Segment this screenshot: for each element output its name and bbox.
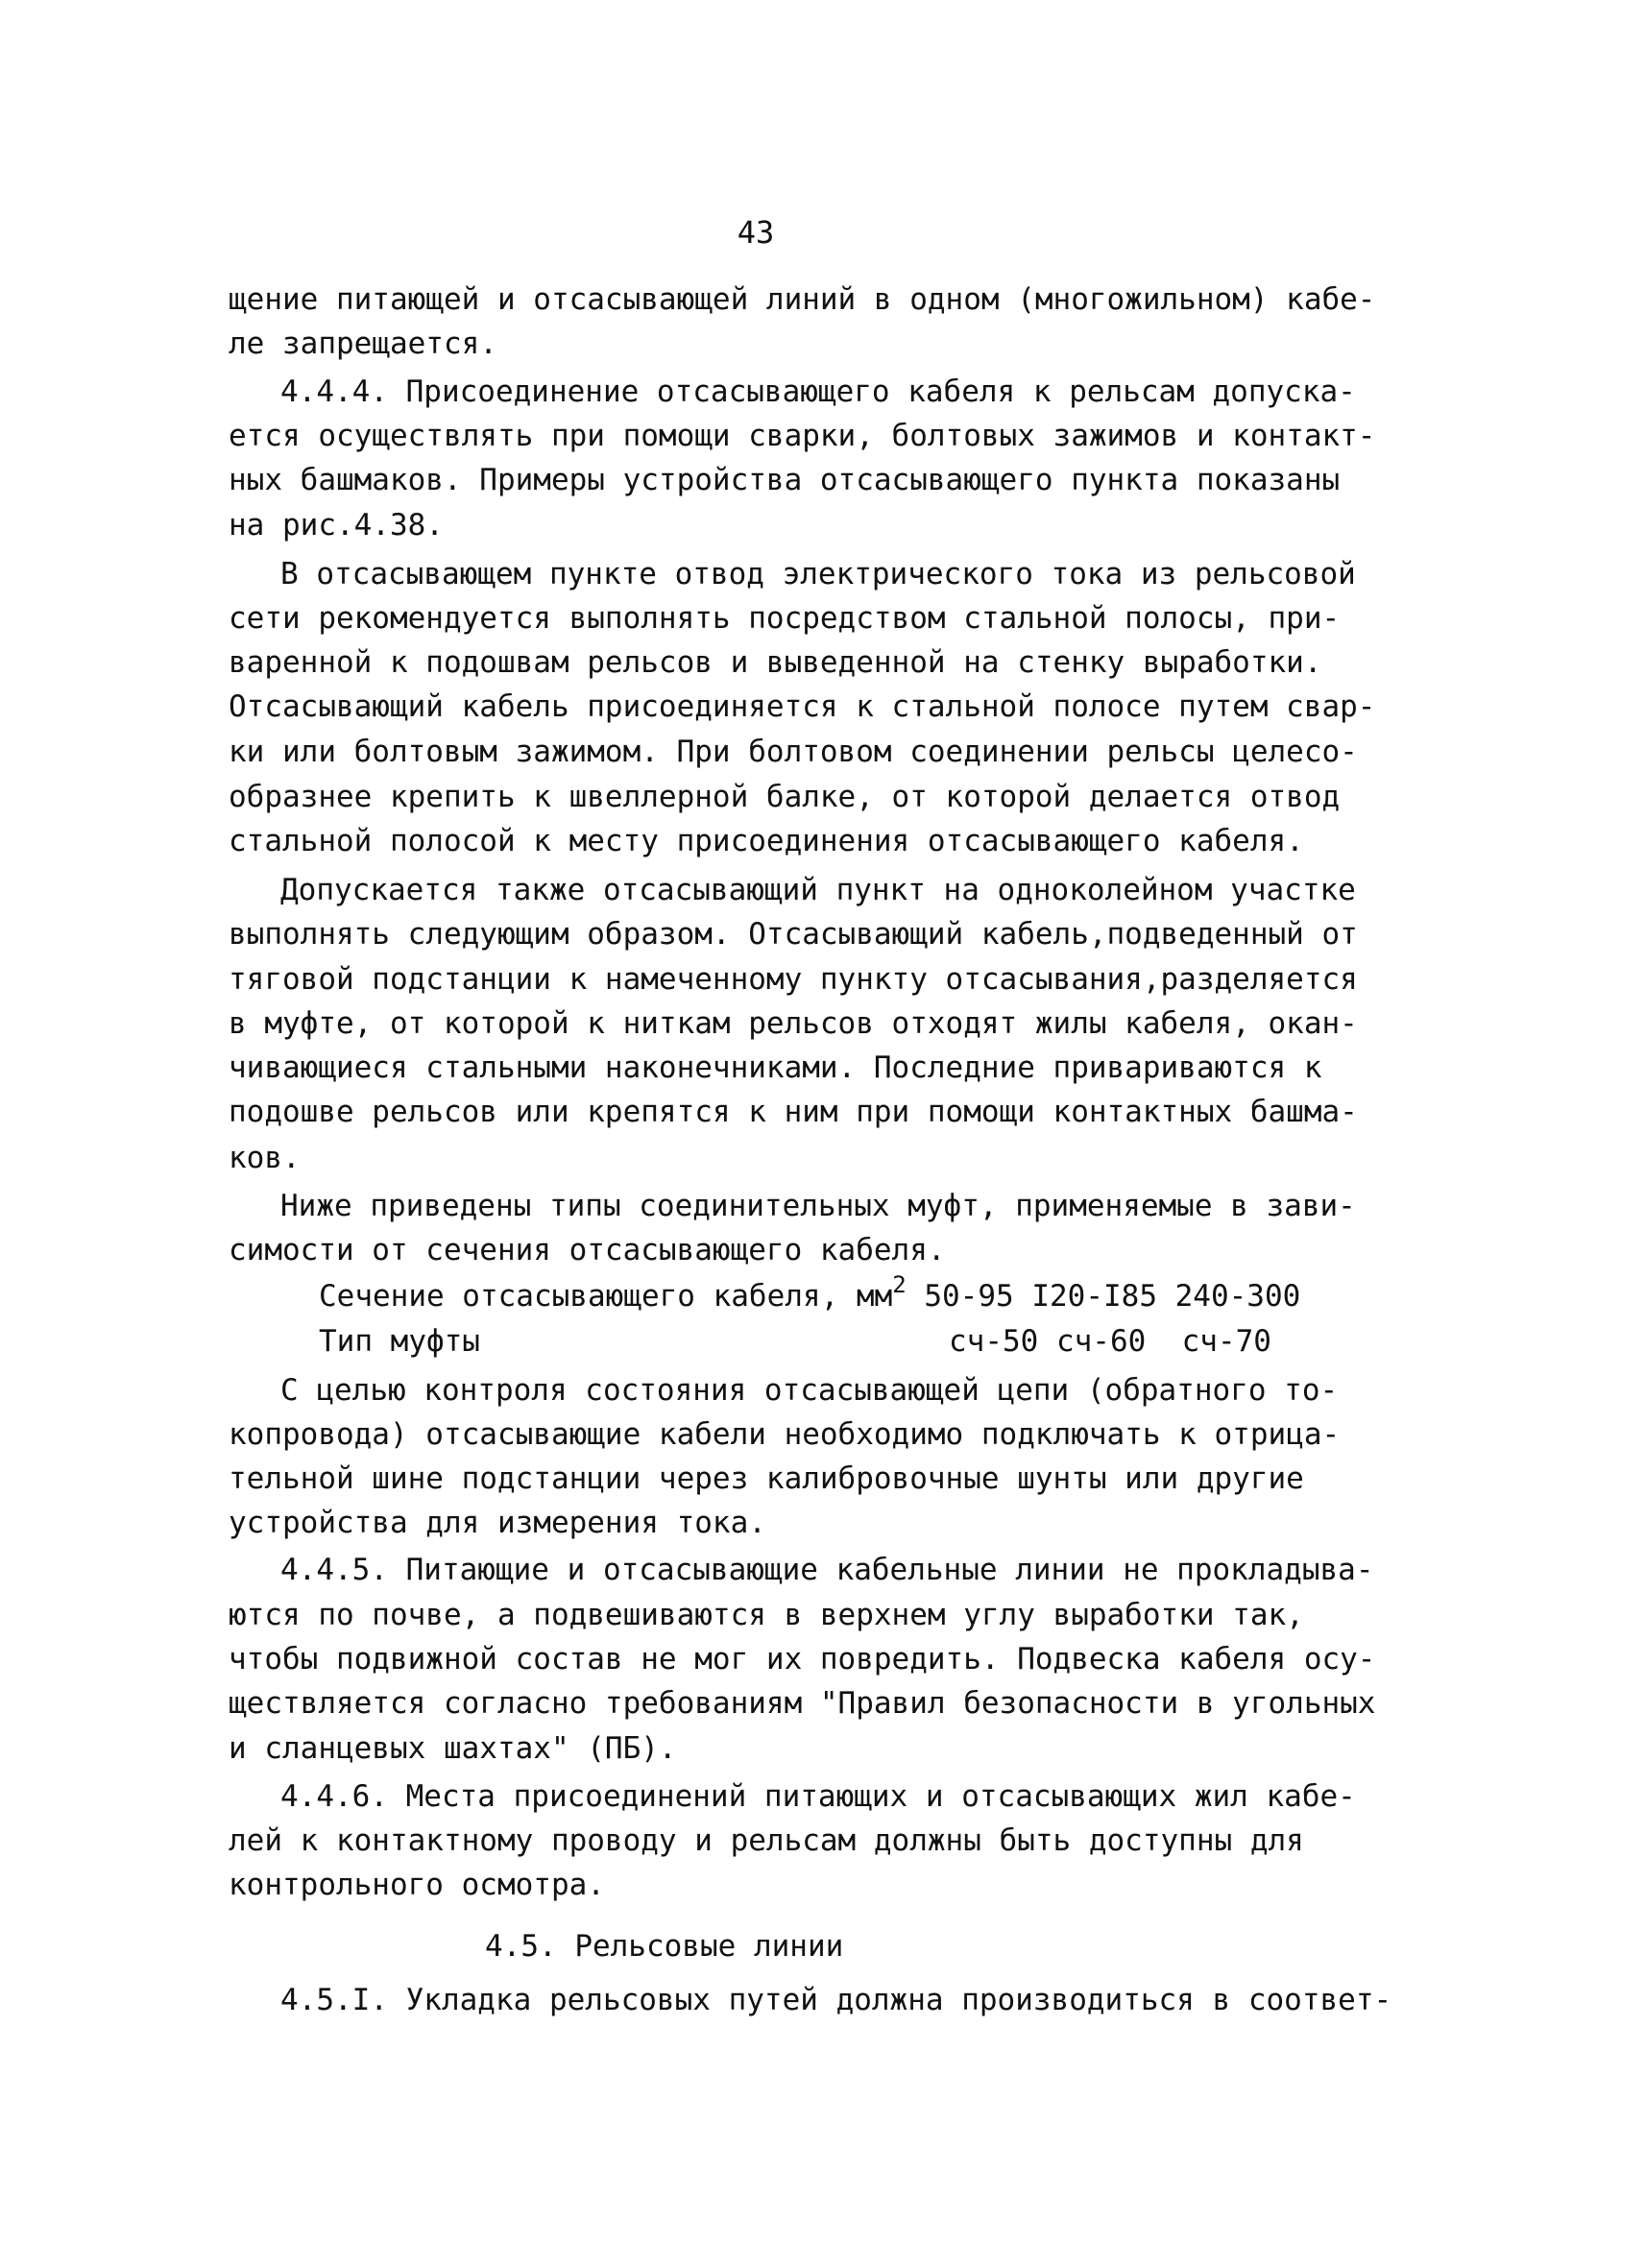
text-line: чивающиеся стальными наконечниками. Последние привариваются к bbox=[229, 1050, 1322, 1085]
table-row-label: Сечение отсасывающего кабеля, мм bbox=[319, 1279, 893, 1314]
table-row-label: Тип муфты bbox=[319, 1324, 480, 1359]
text-line: 4.4.4. Присоединение отсасывающего кабеля к рельсам допуска- bbox=[280, 374, 1356, 409]
text-line: 4.4.5. Питающие и отсасывающие кабельные линии не прокладыва- bbox=[280, 1553, 1374, 1587]
text-line: подошве рельсов или крепятся к ним при помощи контактных башма- bbox=[229, 1095, 1358, 1129]
text-line: ществляется согласно требованиям "Правил безопасности в угольных bbox=[229, 1686, 1376, 1721]
text-line: тяговой подстанции к намеченному пункту отсасывания,разделяется bbox=[229, 962, 1358, 997]
text-line: Ниже приведены типы соединительных муфт, применяемые в зави- bbox=[280, 1189, 1356, 1223]
text-line: С целью контроля состояния отсасывающей цепи (обратного то- bbox=[280, 1373, 1339, 1408]
text-line: чтобы подвижной состав не мог их повредить. Подвеска кабеля осу- bbox=[229, 1642, 1376, 1677]
text-line: Отсасывающий кабель присоединяется к стальной полосе путем свар- bbox=[229, 689, 1376, 724]
text-line: выполнять следующим образом. Отсасывающий кабель,подведенный от bbox=[229, 917, 1358, 952]
text-line: варенной к подошвам рельсов и выведенной на стенку выработки. bbox=[229, 645, 1322, 680]
text-line: в муфте, от которой к ниткам рельсов отходят жилы кабеля, окан- bbox=[229, 1006, 1358, 1041]
text-line: щение питающей и отсасывающей линий в одном (многожильном) кабе- bbox=[229, 282, 1376, 317]
table-row-cable-section bbox=[319, 1271, 1510, 1317]
text-line: стальной полосой к месту присоединения отсасывающего кабеля. bbox=[229, 824, 1304, 858]
text-line: копровода) отсасывающие кабели необходимо подключать к отрица- bbox=[229, 1417, 1341, 1452]
text-line: ются по почве, а подвешиваются в верхнем углу выработки так, bbox=[229, 1598, 1304, 1632]
text-line: ется осуществлять при помощи сварки, болтовых зажимов и контакт- bbox=[229, 419, 1376, 453]
text-line: образнее крепить к швеллерной балке, от которой делается отвод bbox=[229, 780, 1341, 814]
text-line: устройства для измерения тока. bbox=[229, 1506, 766, 1540]
text-line: 4.4.6. Места присоединений питающих и отсасывающих жил кабе- bbox=[280, 1779, 1356, 1814]
page-number: 43 bbox=[737, 214, 775, 251]
text-line: симости от сечения отсасывающего кабеля. bbox=[229, 1233, 946, 1267]
text-line: контрольного осмотра. bbox=[229, 1868, 605, 1902]
text-line: сети рекомендуется выполнять посредством стальной полосы, при- bbox=[229, 601, 1341, 636]
text-line: В отсасывающем пункте отвод электрического тока из рельсовой bbox=[280, 557, 1356, 591]
text-line: ков. bbox=[229, 1141, 301, 1175]
text-line: ки или болтовым зажимом. При болтовом соединении рельсы целесо- bbox=[229, 735, 1358, 769]
text-line: Допускается также отсасывающий пункт на одноколейном участке bbox=[280, 873, 1356, 907]
table-row-values: сч-50 сч-60 сч-70 bbox=[949, 1324, 1271, 1359]
unit-superscript: 2 bbox=[892, 1271, 907, 1298]
text-line: лей к контактному проводу и рельсам должны быть доступны для bbox=[229, 1823, 1304, 1858]
section-heading: 4.5. Рельсовые линии bbox=[485, 1929, 844, 1964]
table-row-values: 50-95 I20-I85 240-300 bbox=[906, 1279, 1301, 1314]
text-line: и сланцевых шахтах" (ПБ). bbox=[229, 1731, 677, 1766]
text-line: тельной шине подстанции через калибровочные шунты или другие bbox=[229, 1461, 1304, 1496]
text-line: 4.5.I. Укладка рельсовых путей должна производиться в соответ- bbox=[280, 1983, 1392, 2017]
text-line: на рис.4.38. bbox=[229, 508, 444, 543]
text-line: ных башмаков. Примеры устройства отсасывающего пункта показаны bbox=[229, 463, 1341, 497]
table-row-coupling-type bbox=[319, 1322, 1510, 1361]
text-line: ле запрещается. bbox=[229, 326, 497, 361]
